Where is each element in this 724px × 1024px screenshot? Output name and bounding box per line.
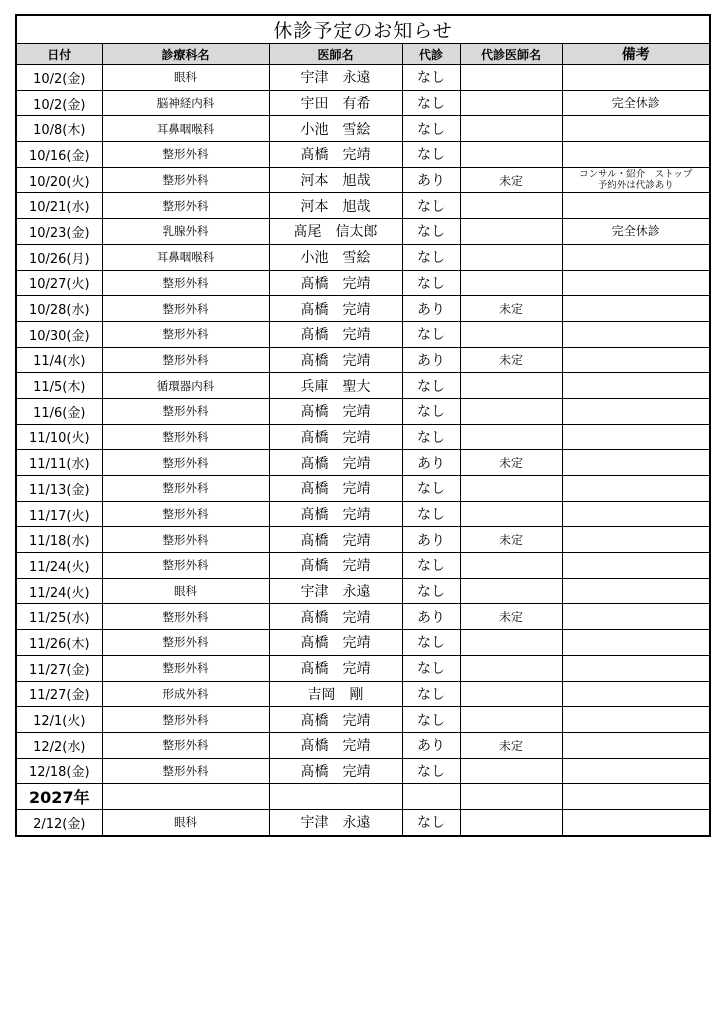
cell-notes bbox=[562, 681, 710, 707]
cell-notes bbox=[562, 65, 710, 91]
cell-doctor: 宇津 永遠 bbox=[269, 809, 402, 835]
cell-department bbox=[102, 784, 269, 810]
cell-notes bbox=[562, 553, 710, 579]
cell-substitute: なし bbox=[402, 758, 460, 784]
cell-doctor: 髙橋 完靖 bbox=[269, 527, 402, 553]
cell-substitute-doctor bbox=[460, 501, 562, 527]
cell-doctor: 小池 雪絵 bbox=[269, 116, 402, 142]
table-body bbox=[16, 65, 710, 836]
cell-substitute-doctor bbox=[460, 373, 562, 399]
cell-date: 12/2(水) bbox=[16, 732, 102, 758]
cell-substitute-doctor: 未定 bbox=[460, 732, 562, 758]
table-row bbox=[16, 90, 710, 116]
cell-substitute-doctor bbox=[460, 784, 562, 810]
cell-department: 整形外科 bbox=[102, 758, 269, 784]
header-substitute-doctor: 代診医師名 bbox=[460, 44, 562, 65]
cell-substitute: あり bbox=[402, 527, 460, 553]
cell-department: 形成外科 bbox=[102, 681, 269, 707]
cell-notes bbox=[562, 270, 710, 296]
cell-substitute: あり bbox=[402, 732, 460, 758]
cell-substitute-doctor bbox=[460, 142, 562, 168]
cell-substitute: あり bbox=[402, 167, 460, 193]
cell-substitute-doctor bbox=[460, 116, 562, 142]
cell-substitute-doctor bbox=[460, 707, 562, 733]
cell-date: 10/23(金) bbox=[16, 219, 102, 245]
cell-doctor: 吉岡 剛 bbox=[269, 681, 402, 707]
table-row bbox=[16, 296, 710, 322]
cell-department: 耳鼻咽喉科 bbox=[102, 244, 269, 270]
table-row bbox=[16, 398, 710, 424]
table-row bbox=[16, 142, 710, 168]
table-row bbox=[16, 604, 710, 630]
cell-date: 12/18(金) bbox=[16, 758, 102, 784]
table-row bbox=[16, 578, 710, 604]
cell-date: 11/17(火) bbox=[16, 501, 102, 527]
cell-doctor: 髙橋 完靖 bbox=[269, 553, 402, 579]
cell-substitute-doctor bbox=[460, 219, 562, 245]
cell-department: 整形外科 bbox=[102, 604, 269, 630]
cell-substitute-doctor bbox=[460, 578, 562, 604]
cell-substitute-doctor bbox=[460, 809, 562, 835]
table-row bbox=[16, 270, 710, 296]
cell-notes bbox=[562, 578, 710, 604]
cell-department: 整形外科 bbox=[102, 630, 269, 656]
cell-date: 10/28(水) bbox=[16, 296, 102, 322]
cell-substitute-doctor: 未定 bbox=[460, 450, 562, 476]
cell-substitute: なし bbox=[402, 476, 460, 502]
table-row bbox=[16, 630, 710, 656]
cell-notes bbox=[562, 476, 710, 502]
cell-department: 眼科 bbox=[102, 578, 269, 604]
cell-substitute: あり bbox=[402, 604, 460, 630]
cell-doctor: 河本 旭哉 bbox=[269, 193, 402, 219]
cell-date: 11/24(火) bbox=[16, 553, 102, 579]
cell-doctor: 兵庫 聖大 bbox=[269, 373, 402, 399]
cell-notes bbox=[562, 244, 710, 270]
cell-substitute: あり bbox=[402, 296, 460, 322]
cell-department: 整形外科 bbox=[102, 527, 269, 553]
cell-notes bbox=[562, 784, 710, 810]
cell-doctor: 髙橋 完靖 bbox=[269, 707, 402, 733]
cell-notes bbox=[562, 501, 710, 527]
cell-doctor: 髙橋 完靖 bbox=[269, 270, 402, 296]
cell-department: 整形外科 bbox=[102, 450, 269, 476]
cell-doctor: 髙橋 完靖 bbox=[269, 398, 402, 424]
table-row bbox=[16, 732, 710, 758]
cell-date: 10/16(金) bbox=[16, 142, 102, 168]
table-row bbox=[16, 219, 710, 245]
header-substitute: 代診 bbox=[402, 44, 460, 65]
table-row bbox=[16, 681, 710, 707]
cell-doctor: 髙橋 完靖 bbox=[269, 450, 402, 476]
cell-date: 11/18(水) bbox=[16, 527, 102, 553]
cell-substitute: なし bbox=[402, 90, 460, 116]
cell-date: 11/25(水) bbox=[16, 604, 102, 630]
table-row bbox=[16, 116, 710, 142]
cell-notes bbox=[562, 630, 710, 656]
cell-notes bbox=[562, 732, 710, 758]
cell-notes bbox=[562, 116, 710, 142]
cell-notes bbox=[562, 193, 710, 219]
cell-date: 10/26(月) bbox=[16, 244, 102, 270]
cell-notes bbox=[562, 527, 710, 553]
cell-date: 11/11(水) bbox=[16, 450, 102, 476]
cell-date: 11/26(木) bbox=[16, 630, 102, 656]
cell-department: 眼科 bbox=[102, 65, 269, 91]
title-row bbox=[16, 15, 710, 44]
cell-substitute: なし bbox=[402, 630, 460, 656]
cell-notes bbox=[562, 296, 710, 322]
cell-notes bbox=[562, 424, 710, 450]
cell-department: 耳鼻咽喉科 bbox=[102, 116, 269, 142]
cell-doctor: 髙橋 完靖 bbox=[269, 732, 402, 758]
table-row bbox=[16, 450, 710, 476]
cell-substitute: なし bbox=[402, 655, 460, 681]
cell-date: 10/27(火) bbox=[16, 270, 102, 296]
cell-notes bbox=[562, 604, 710, 630]
cell-department: 整形外科 bbox=[102, 732, 269, 758]
cell-notes bbox=[562, 321, 710, 347]
cell-date: 10/30(金) bbox=[16, 321, 102, 347]
cell-department: 整形外科 bbox=[102, 553, 269, 579]
cell-substitute: なし bbox=[402, 321, 460, 347]
cell-doctor: 髙橋 完靖 bbox=[269, 142, 402, 168]
cell-date: 10/8(木) bbox=[16, 116, 102, 142]
cell-department: 整形外科 bbox=[102, 347, 269, 373]
header-row bbox=[16, 44, 710, 65]
cell-substitute: なし bbox=[402, 65, 460, 91]
cell-substitute-doctor: 未定 bbox=[460, 527, 562, 553]
cell-substitute-doctor bbox=[460, 398, 562, 424]
cell-department: 整形外科 bbox=[102, 655, 269, 681]
cell-notes bbox=[562, 758, 710, 784]
cell-date: 10/2(金) bbox=[16, 65, 102, 91]
cell-substitute: なし bbox=[402, 116, 460, 142]
table-row bbox=[16, 707, 710, 733]
cell-date: 10/20(火) bbox=[16, 167, 102, 193]
table-row bbox=[16, 347, 710, 373]
cell-department: 整形外科 bbox=[102, 424, 269, 450]
table-row bbox=[16, 476, 710, 502]
cell-substitute-doctor bbox=[460, 321, 562, 347]
cell-date: 11/5(木) bbox=[16, 373, 102, 399]
cell-substitute-doctor bbox=[460, 553, 562, 579]
cell-date: 2/12(金) bbox=[16, 809, 102, 835]
cell-date: 11/27(金) bbox=[16, 655, 102, 681]
table-row bbox=[16, 501, 710, 527]
table-row bbox=[16, 758, 710, 784]
cell-department: 乳腺外科 bbox=[102, 219, 269, 245]
cell-notes: コンサル・紹介 ストップ 予約外は代診あり bbox=[562, 167, 710, 193]
table-row bbox=[16, 655, 710, 681]
header-department: 診療科名 bbox=[102, 44, 269, 65]
cell-date: 11/6(金) bbox=[16, 398, 102, 424]
cell-substitute: あり bbox=[402, 450, 460, 476]
cell-substitute: なし bbox=[402, 193, 460, 219]
header-doctor: 医師名 bbox=[269, 44, 402, 65]
cell-substitute: なし bbox=[402, 501, 460, 527]
cell-department: 整形外科 bbox=[102, 142, 269, 168]
cell-substitute-doctor bbox=[460, 90, 562, 116]
cell-substitute: なし bbox=[402, 244, 460, 270]
cell-doctor: 髙橋 完靖 bbox=[269, 604, 402, 630]
cell-department: 整形外科 bbox=[102, 270, 269, 296]
cell-substitute-doctor bbox=[460, 758, 562, 784]
cell-substitute-doctor bbox=[460, 681, 562, 707]
cell-substitute-doctor bbox=[460, 424, 562, 450]
cell-substitute: なし bbox=[402, 398, 460, 424]
cell-substitute: なし bbox=[402, 553, 460, 579]
table-row bbox=[16, 553, 710, 579]
cell-doctor: 宇津 永遠 bbox=[269, 578, 402, 604]
cell-doctor: 髙尾 信太郎 bbox=[269, 219, 402, 245]
cell-doctor: 髙橋 完靖 bbox=[269, 630, 402, 656]
cell-date: 12/1(火) bbox=[16, 707, 102, 733]
cell-substitute bbox=[402, 784, 460, 810]
cell-substitute: なし bbox=[402, 219, 460, 245]
cell-substitute: なし bbox=[402, 681, 460, 707]
closure-schedule-table bbox=[15, 14, 711, 837]
cell-substitute-doctor: 未定 bbox=[460, 167, 562, 193]
cell-substitute: なし bbox=[402, 707, 460, 733]
cell-department: 眼科 bbox=[102, 809, 269, 835]
cell-substitute-doctor bbox=[460, 630, 562, 656]
table-row bbox=[16, 167, 710, 193]
table-row bbox=[16, 527, 710, 553]
table-row bbox=[16, 424, 710, 450]
cell-doctor bbox=[269, 784, 402, 810]
table-row bbox=[16, 65, 710, 91]
cell-substitute-doctor bbox=[460, 244, 562, 270]
table-row bbox=[16, 193, 710, 219]
cell-date: 11/27(金) bbox=[16, 681, 102, 707]
cell-notes: 完全休診 bbox=[562, 90, 710, 116]
cell-notes: 完全休診 bbox=[562, 219, 710, 245]
cell-substitute-doctor: 未定 bbox=[460, 604, 562, 630]
cell-doctor: 髙橋 完靖 bbox=[269, 296, 402, 322]
cell-department: 整形外科 bbox=[102, 398, 269, 424]
cell-date: 11/4(水) bbox=[16, 347, 102, 373]
cell-substitute: なし bbox=[402, 424, 460, 450]
cell-date: 11/13(金) bbox=[16, 476, 102, 502]
cell-substitute: なし bbox=[402, 809, 460, 835]
table-row bbox=[16, 244, 710, 270]
cell-department: 整形外科 bbox=[102, 707, 269, 733]
cell-substitute: なし bbox=[402, 142, 460, 168]
cell-doctor: 髙橋 完靖 bbox=[269, 347, 402, 373]
cell-department: 循環器内科 bbox=[102, 373, 269, 399]
cell-department: 整形外科 bbox=[102, 476, 269, 502]
cell-doctor: 髙橋 完靖 bbox=[269, 655, 402, 681]
cell-substitute: なし bbox=[402, 578, 460, 604]
cell-notes bbox=[562, 142, 710, 168]
cell-doctor: 髙橋 完靖 bbox=[269, 321, 402, 347]
table-row bbox=[16, 321, 710, 347]
cell-department: 脳神経内科 bbox=[102, 90, 269, 116]
cell-department: 整形外科 bbox=[102, 193, 269, 219]
cell-substitute-doctor bbox=[460, 65, 562, 91]
cell-doctor: 髙橋 完靖 bbox=[269, 758, 402, 784]
cell-department: 整形外科 bbox=[102, 167, 269, 193]
cell-department: 整形外科 bbox=[102, 501, 269, 527]
cell-notes bbox=[562, 450, 710, 476]
header-notes: 備考 bbox=[562, 44, 710, 65]
cell-notes bbox=[562, 655, 710, 681]
cell-doctor: 宇田 有希 bbox=[269, 90, 402, 116]
table-row bbox=[16, 373, 710, 399]
cell-doctor: 髙橋 完靖 bbox=[269, 501, 402, 527]
cell-doctor: 河本 旭哉 bbox=[269, 167, 402, 193]
cell-doctor: 髙橋 完靖 bbox=[269, 424, 402, 450]
cell-notes bbox=[562, 347, 710, 373]
cell-department: 整形外科 bbox=[102, 296, 269, 322]
cell-substitute-doctor: 未定 bbox=[460, 296, 562, 322]
cell-substitute-doctor: 未定 bbox=[460, 347, 562, 373]
cell-notes bbox=[562, 707, 710, 733]
cell-doctor: 小池 雪絵 bbox=[269, 244, 402, 270]
year-separator-row bbox=[16, 784, 710, 810]
cell-substitute-doctor bbox=[460, 476, 562, 502]
cell-date: 10/2(金) bbox=[16, 90, 102, 116]
cell-department: 整形外科 bbox=[102, 321, 269, 347]
table-row bbox=[16, 809, 710, 835]
cell-substitute-doctor bbox=[460, 270, 562, 296]
cell-substitute: なし bbox=[402, 373, 460, 399]
cell-date: 11/24(火) bbox=[16, 578, 102, 604]
cell-notes bbox=[562, 398, 710, 424]
cell-date: 11/10(火) bbox=[16, 424, 102, 450]
cell-date: 10/21(水) bbox=[16, 193, 102, 219]
cell-substitute: なし bbox=[402, 270, 460, 296]
header-date: 日付 bbox=[16, 44, 102, 65]
cell-substitute-doctor bbox=[460, 193, 562, 219]
cell-substitute-doctor bbox=[460, 655, 562, 681]
cell-notes bbox=[562, 809, 710, 835]
cell-doctor: 宇津 永遠 bbox=[269, 65, 402, 91]
cell-notes bbox=[562, 373, 710, 399]
cell-doctor: 髙橋 完靖 bbox=[269, 476, 402, 502]
cell-date: 2027年 bbox=[16, 784, 102, 810]
page-title: 休診予定のお知らせ bbox=[16, 15, 710, 44]
cell-substitute: あり bbox=[402, 347, 460, 373]
